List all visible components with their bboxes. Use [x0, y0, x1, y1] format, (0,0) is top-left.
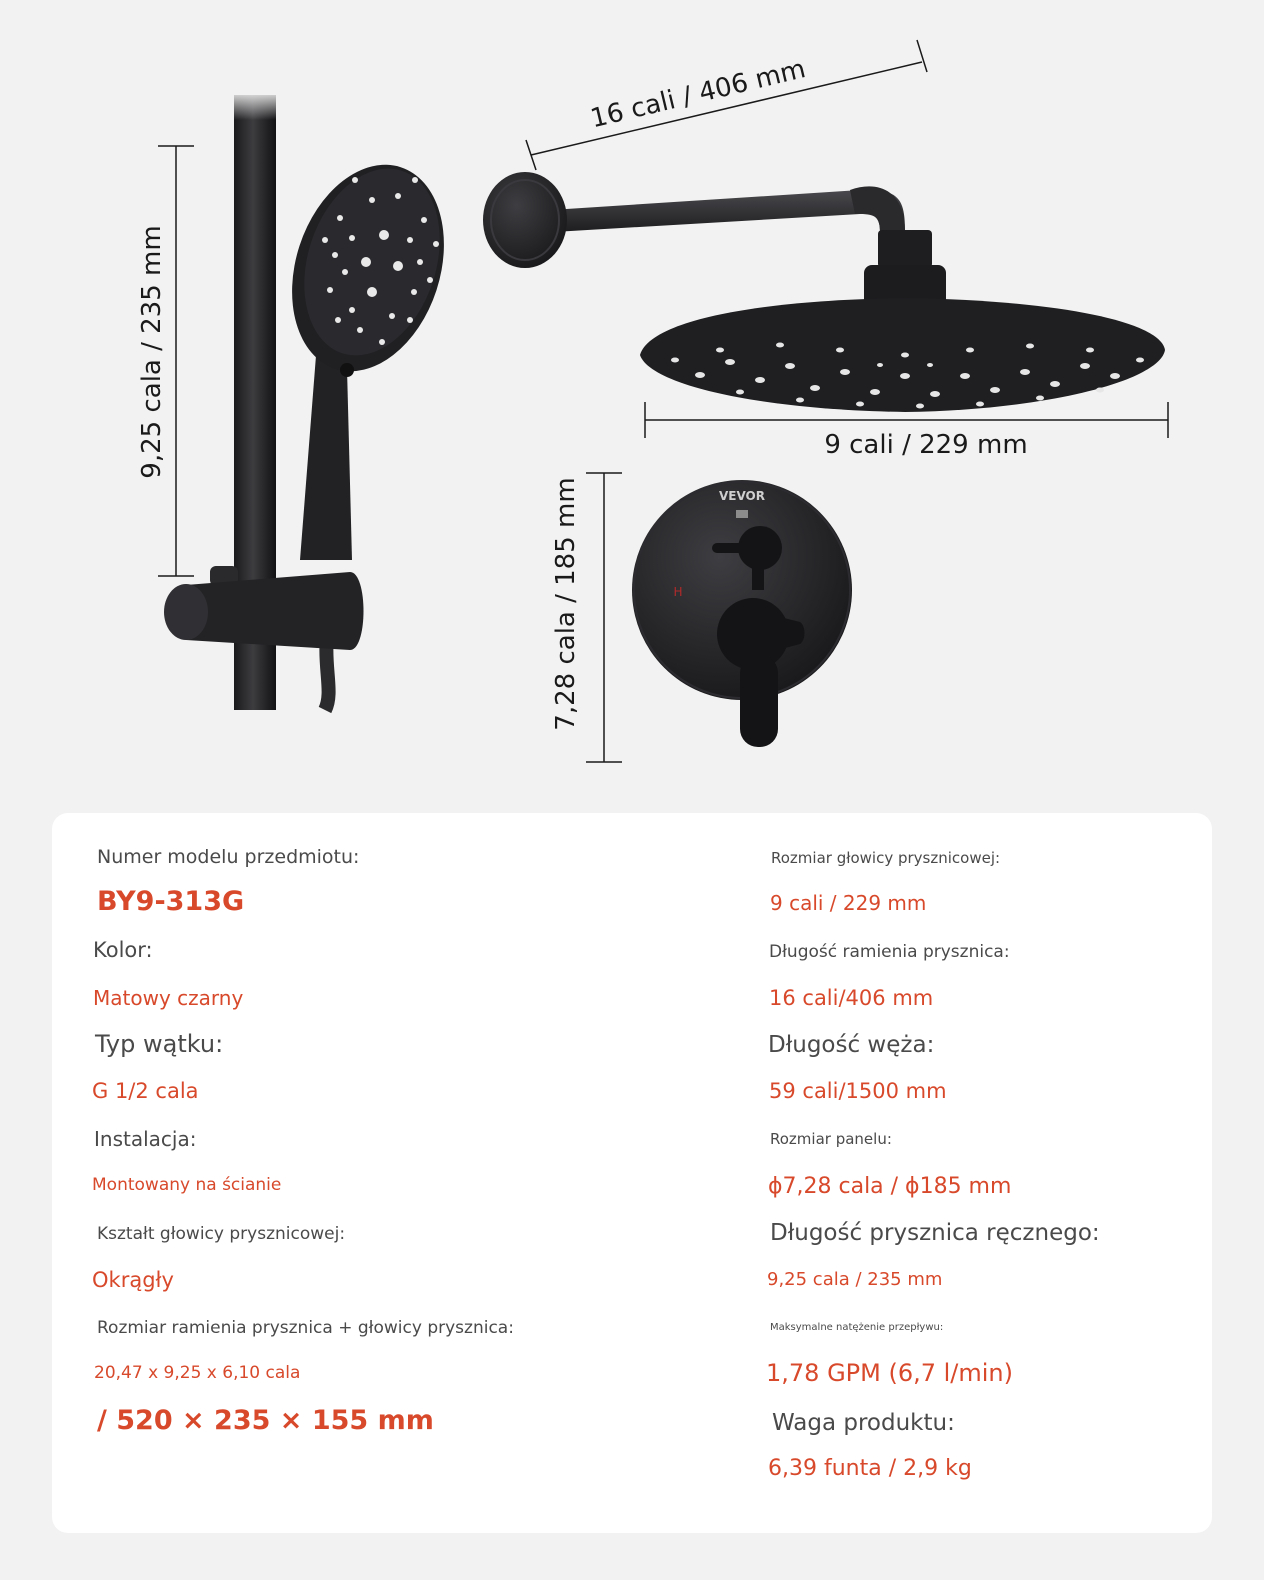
head-size-label: Rozmiar głowicy prysznicowej: — [771, 849, 1001, 867]
hose-length-label: Długość węża: — [768, 1032, 935, 1058]
head-shape-value: Okrągły — [92, 1268, 174, 1292]
installation-value: Montowany na ścianie — [92, 1175, 282, 1195]
thread-label: Typ wątku: — [95, 1030, 224, 1058]
color-value: Matowy czarny — [93, 986, 244, 1010]
panel-size-label: Rozmiar panelu: — [770, 1130, 892, 1148]
model-value: BY9-313G — [97, 886, 245, 917]
flow-rate-value: 1,78 GPM (6,7 l/min) — [766, 1359, 1014, 1387]
weight-value: 6,39 funta / 2,9 kg — [768, 1456, 972, 1481]
model-label: Numer modelu przedmiotu: — [97, 846, 360, 868]
installation-label: Instalacja: — [94, 1127, 197, 1151]
specs-card — [52, 813, 1212, 1533]
hot-marker: H — [673, 585, 683, 599]
handheld-shower — [267, 145, 469, 560]
hose-length-value: 59 cali/1500 mm — [769, 1079, 947, 1103]
arm-head-size-label: Rozmiar ramienia prysznica + głowicy prysznica: — [97, 1318, 514, 1338]
brand-logo: VEVOR — [718, 489, 766, 503]
arm-head-size-value-mm: / 520 × 235 × 155 mm — [97, 1405, 434, 1436]
head-diameter-dimension: 9 cali / 229 mm — [824, 430, 1028, 460]
flow-rate-label: Maksymalne natężenie przepływu: — [770, 1322, 944, 1333]
handheld-length-dimension: 9,25 cala / 235 mm — [137, 225, 167, 479]
arm-length-value: 16 cali/406 mm — [769, 986, 934, 1010]
head-size-value: 9 cali / 229 mm — [770, 891, 927, 915]
weight-label: Waga produktu: — [772, 1410, 955, 1436]
head-shape-label: Kształt głowicy prysznicowej: — [97, 1224, 346, 1244]
color-label: Kolor: — [93, 938, 153, 962]
panel-size-value: ϕ7,28 cala / ϕ185 mm — [768, 1174, 1012, 1199]
arm-head-size-value-in: 20,47 x 9,25 x 6,10 cala — [94, 1363, 301, 1383]
arm-length-dimension: 16 cali / 406 mm — [587, 54, 809, 135]
thread-value: G 1/2 cala — [92, 1079, 199, 1103]
handheld-length-value: 9,25 cala / 235 mm — [767, 1269, 943, 1290]
shower-arm — [483, 172, 905, 268]
rain-shower-head — [640, 230, 1165, 412]
valve-panel — [632, 480, 852, 747]
panel-diameter-dimension: 7,28 cala / 185 mm — [551, 477, 581, 731]
handheld-length-label: Długość prysznica ręcznego: — [770, 1220, 1100, 1246]
arm-length-label: Długość ramienia prysznica: — [769, 942, 1010, 962]
